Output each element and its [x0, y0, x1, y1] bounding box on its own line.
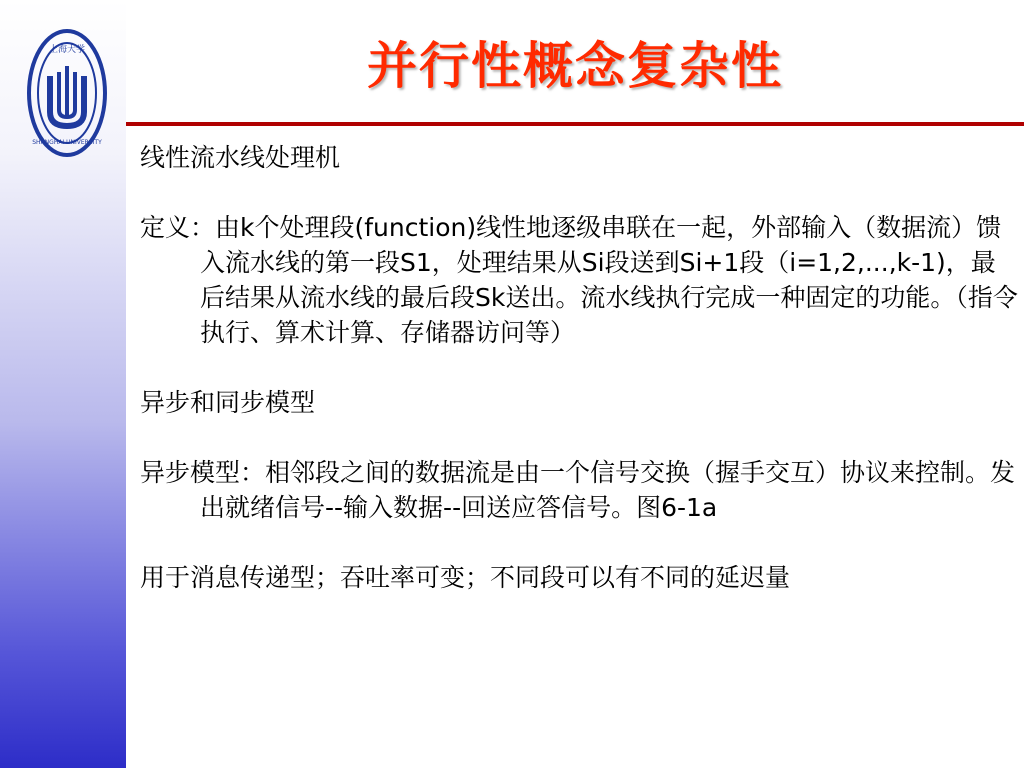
paragraph-message-passing: 用于消息传递型；吞吐率可变；不同段可以有不同的延迟量 [140, 563, 791, 592]
paragraph-pipeline-heading: 线性流水线处理机 [140, 143, 341, 172]
paragraph-async-sync-heading: 异步和同步模型 [140, 388, 316, 417]
paragraph-definition: 定义：由k个处理段(function)线性地逐级串联在一起，外部输入（数据流）馈入流水线的第一段S1，处理结果从Si段送到Si+1段（i=1,2,...,k-1)，最后结果从流水线的最后段Sk送出。流水线执行完成一种固定的功能。（指令执行、算术计算、存储器访问等） [140, 213, 1018, 347]
slide-body [140, 140, 1020, 595]
svg-text:上海大学: 上海大学 [48, 45, 86, 55]
paragraph-async-model: 异步模型：相邻段之间的数据流是由一个信号交换（握手交互）协议来控制。发出就绪信号--输入数据--回送应答信号。图6-1a [140, 458, 1016, 522]
logo-text: SHANGHAI UNIVERSITY [32, 139, 102, 146]
title-divider [126, 122, 1024, 126]
slide-title: 并行性概念复杂性 [367, 37, 783, 95]
